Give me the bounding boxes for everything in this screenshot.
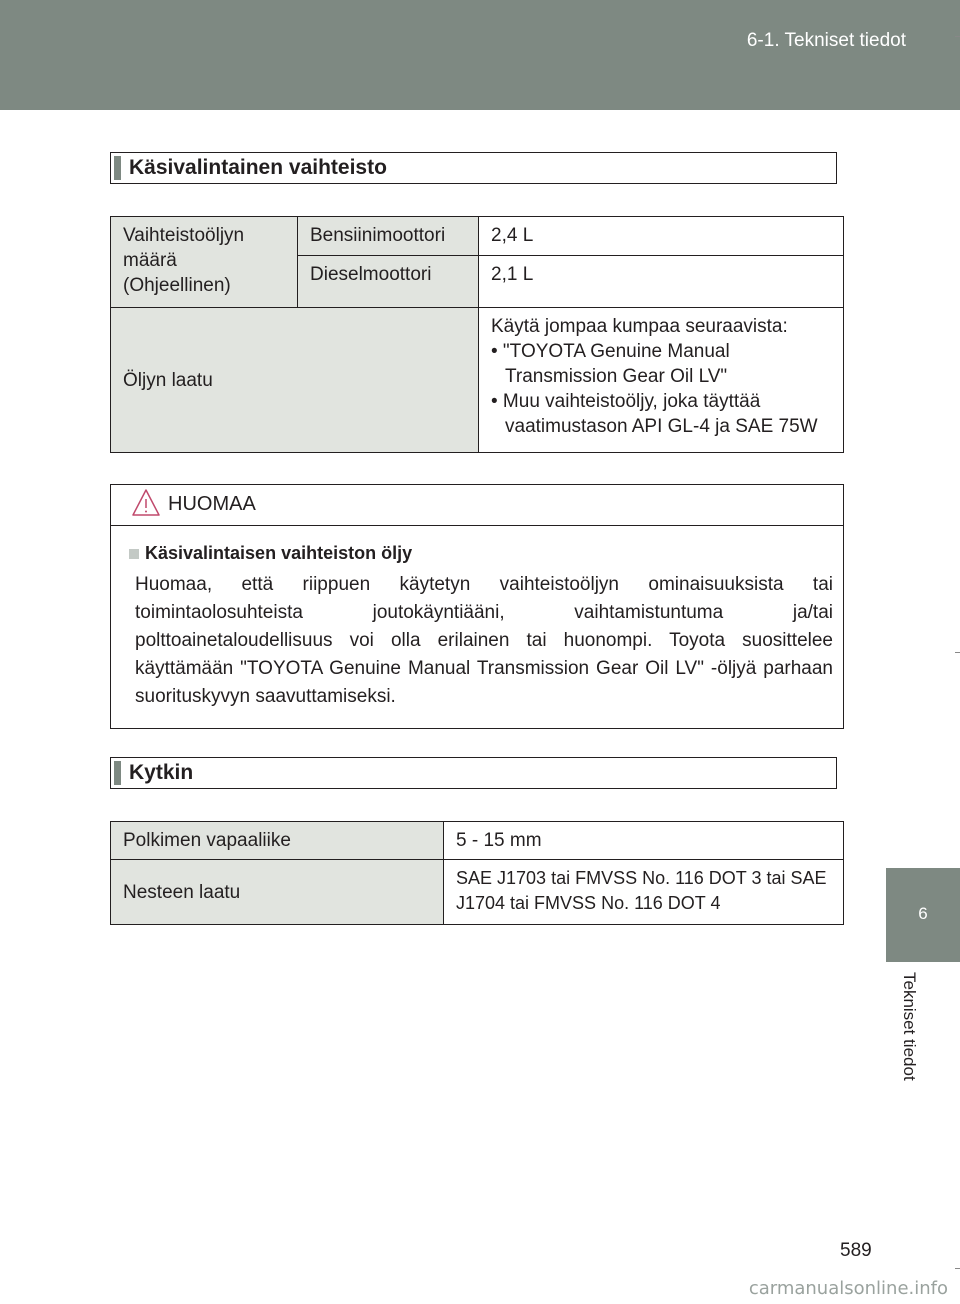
clutch-value: SAE J1703 tai FMVSS No. 116 DOT 3 tai SAE J1704 tai FMVSS No. 116 DOT 4 xyxy=(444,860,844,925)
chapter-tab xyxy=(886,868,960,962)
clutch-value: 5 - 15 mm xyxy=(444,822,844,860)
engine-type: Bensiinimoottori xyxy=(298,217,479,256)
page-number: 589 xyxy=(840,1240,872,1261)
notice-subheading xyxy=(129,543,412,564)
clutch-label: Polkimen vapaaliike xyxy=(111,822,444,860)
oil-type-value xyxy=(479,308,844,453)
crop-mark xyxy=(955,1268,960,1269)
clutch-heading xyxy=(110,757,837,789)
engine-capacity: 2,4 L xyxy=(479,217,844,256)
crop-mark xyxy=(955,36,960,37)
section-title: 6-1. Tekniset tiedot xyxy=(746,30,906,51)
header-bar xyxy=(0,0,960,110)
oil-type-label: Öljyn laatu xyxy=(111,308,479,453)
warning-icon xyxy=(131,488,161,523)
notice-box xyxy=(110,484,844,729)
square-bullet-icon xyxy=(129,549,139,559)
crop-mark xyxy=(955,652,960,653)
oil-type-options xyxy=(491,339,839,439)
heading-text: Kytkin xyxy=(129,761,194,784)
heading-accent xyxy=(114,156,121,180)
clutch-table xyxy=(110,821,844,925)
watermark: carmanualsonline.info xyxy=(748,1278,948,1299)
oil-option: • "TOYOTA Genuine Manual Transmission Gear Oil LV" xyxy=(491,341,730,387)
manual-transmission-heading xyxy=(110,152,837,184)
heading-accent xyxy=(114,761,121,785)
notice-title: HUOMAA xyxy=(168,493,256,515)
oil-option: • Muu vaihteistoöljy, joka täyttää vaatimustason API GL-4 ja SAE 75W xyxy=(491,391,818,437)
notice-body: Huomaa, että riippuen käytetyn vaihteistoöljyn ominaisuuksista tai toimintaolosuhteista joutokäyntiääni, vaihtamistuntuma ja/tai polttoainetaloudellisuus voi olla erilainen tai huonompi. Toyota suosittelee käyttämään "TOYOTA Genuine Manual Transmission Gear Oil LV" -öljyä parhaan suorituskyvyn saavuttamiseksi. xyxy=(135,574,833,707)
chapter-label: Tekniset tiedot xyxy=(900,972,919,1081)
manual-transmission-table xyxy=(110,216,844,453)
notice-header xyxy=(111,485,843,526)
oil-type-intro: Käytä jompaa kumpaa seuraavista: xyxy=(491,316,788,337)
chapter-number: 6 xyxy=(918,904,928,923)
heading-text: Käsivalintainen vaihteisto xyxy=(129,156,387,179)
engine-capacity: 2,1 L xyxy=(479,256,844,308)
clutch-label: Nesteen laatu xyxy=(111,860,444,925)
capacity-label: Vaihteistoöljyn määrä (Ohjeellinen) xyxy=(111,217,298,308)
engine-type: Dieselmoottori xyxy=(298,256,479,308)
notice-subheading-text: Käsivalintaisen vaihteiston öljy xyxy=(145,543,413,563)
